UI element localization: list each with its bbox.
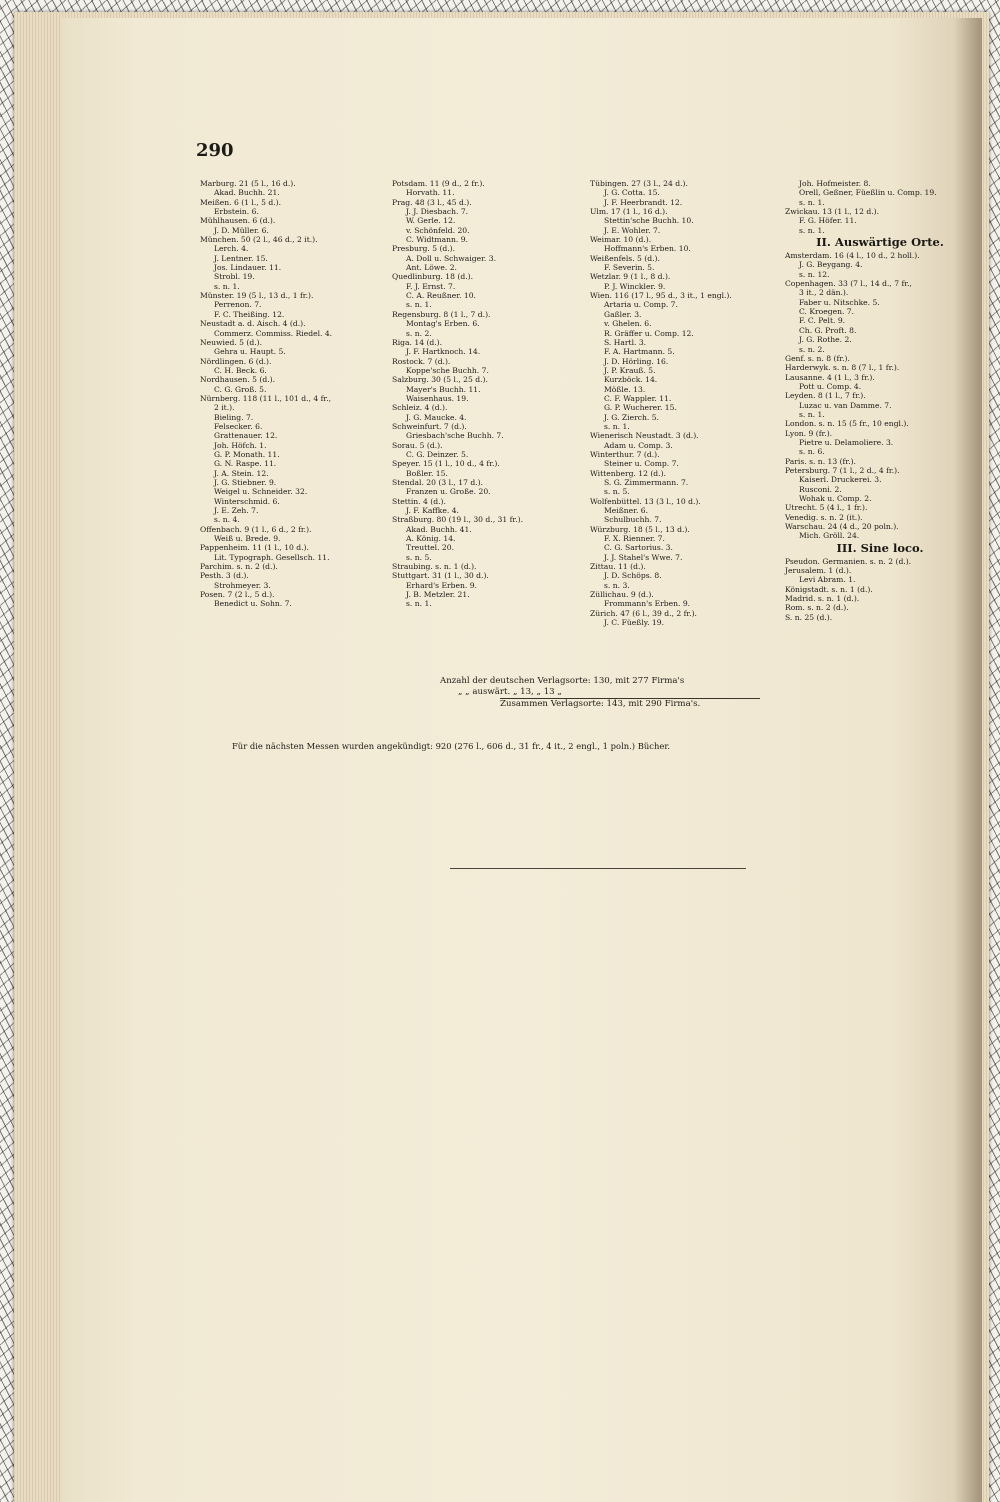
publisher-entry: Commerz. Commiss. Riedel. 4. <box>214 328 333 338</box>
publisher-entry: J. E. Wohler. 7. <box>604 225 661 235</box>
summary-block <box>440 676 760 711</box>
place-entry: Neustadt a. d. Aisch. 4 (d.). <box>200 319 306 329</box>
publisher-entry: Waisenhaus. 19. <box>406 393 469 403</box>
publisher-entry: Levi Abram. 1. <box>799 575 856 585</box>
place-entry: Wetzlar. 9 (1 l., 8 d.). <box>590 272 671 282</box>
publisher-entry: S. Hartl. 3. <box>604 337 647 347</box>
publisher-entry: s. n. 4. <box>214 515 240 525</box>
publisher-entry: v. Schönfeld. 20. <box>406 225 470 235</box>
publisher-entry: Hoffmann's Erben. 10. <box>604 244 691 254</box>
place-entry: Ulm. 17 (1 l., 16 d.). <box>590 207 668 217</box>
publisher-entry: J. D. Hörling. 16. <box>604 356 669 366</box>
publisher-entry: J. C. Füeßly. 19. <box>604 618 664 628</box>
publisher-entry: Felsecker. 6. <box>214 421 263 431</box>
place-entry: Lyon. 9 (fr.). <box>785 428 833 438</box>
publisher-entry: Kurzböck. 14. <box>604 375 658 385</box>
publisher-entry: Erbstein. 6. <box>214 207 259 217</box>
publisher-entry: Joh. Höfch. 1. <box>214 440 267 450</box>
publisher-entry: Kaiserl. Druckerei. 3. <box>799 475 882 485</box>
place-entry: München. 50 (2 l., 46 d., 2 it.). <box>200 235 318 245</box>
publisher-entry: J. F. Hartknoch. 14. <box>406 347 481 357</box>
publisher-entry: F. G. Höfer. 11. <box>799 216 857 226</box>
publisher-entry: Ant. Löwe. 2. <box>406 263 457 273</box>
place-entry: Pseudon. Germanien. s. n. 2 (d.). <box>785 556 912 566</box>
place-entry: Potsdam. 11 (9 d., 2 fr.). <box>392 179 485 188</box>
publisher-entry: C. G. Deinzer. 5. <box>406 449 469 459</box>
place-entry: Posen. 7 (2 l., 5 d.). <box>200 590 275 600</box>
publisher-entry: Benedict u. Sohn. 7. <box>214 599 292 609</box>
place-entry: Königstadt. s. n. 1 (d.). <box>785 584 873 594</box>
publisher-entry: Steiner u. Comp. 7. <box>604 459 679 469</box>
place-entry: Weißenfels. 5 (d.). <box>590 253 660 263</box>
place-entry: Stendal. 20 (3 l., 17 d.). <box>392 478 483 487</box>
place-entry: Zittau. 11 (d.). <box>590 562 646 572</box>
place-entry: Lausanne. 4 (1 l., 3 fr.). <box>785 372 875 382</box>
publisher-entry: s. n. 12. <box>799 269 830 279</box>
place-entry: Warschau. 24 (4 d., 20 poln.). <box>785 522 899 532</box>
summary-foreign-places: „ „ auswärt. „ 13, „ 13 „ <box>458 687 562 698</box>
publisher-entry: Gehra u. Haupt. 5. <box>214 347 286 357</box>
publisher-entry: Weigel u. Schneider. 32. <box>214 487 308 497</box>
publisher-entry: Boßler. 15. <box>406 468 448 478</box>
publisher-entry: J. G. Stiebner. 9. <box>214 478 277 487</box>
publisher-entry: Akad. Buchh. 41. <box>406 524 472 534</box>
publisher-entry: s. n. 1. <box>406 300 432 310</box>
publisher-entry: s. n. 2. <box>799 344 825 354</box>
place-entry: Wienerisch Neustadt. 3 (d.). <box>590 431 699 441</box>
place-entry: Utrecht. 5 (4 l., 1 fr.). <box>785 503 868 513</box>
place-entry: Prag. 48 (3 l., 45 d.). <box>392 197 472 207</box>
publisher-entry: s. n. 5. <box>604 487 630 497</box>
place-entry: Schweinfurt. 7 (d.). <box>392 421 467 431</box>
publisher-entry: S. G. Zimmermann. 7. <box>604 478 689 487</box>
publisher-entry: J. F. Heerbrandt. 12. <box>604 197 683 207</box>
place-entry: Wolfenbüttel. 13 (3 l., 10 d.). <box>590 496 701 506</box>
place-entry: Straßburg. 80 (19 l., 30 d., 31 fr.). <box>392 515 523 525</box>
publisher-entry: Orell, Geßner, Füeßlin u. Comp. 19. <box>799 188 937 198</box>
publisher-entry: F. X. Rienner. 7. <box>604 534 665 544</box>
place-entry: Mühlhausen. 6 (d.). <box>200 216 276 226</box>
index-column-2 <box>392 179 588 609</box>
publisher-entry: C. Widtmann. 9. <box>406 235 468 245</box>
publisher-entry: J. J. Diesbach. 7. <box>406 207 469 217</box>
section-heading: II. Auswärtige Orte. <box>816 235 944 250</box>
summary-german-places: Anzahl der deutschen Verlagsorte: 130, mit 277 Firma's <box>440 676 685 686</box>
place-entry: Presburg. 5 (d.). <box>392 244 456 254</box>
place-entry: Marburg. 21 (5 l., 16 d.). <box>200 179 296 188</box>
place-entry: Zürich. 47 (6 l., 39 d., 2 fr.). <box>590 608 697 618</box>
publisher-entry: Lerch. 4. <box>214 244 249 254</box>
place-entry: Straubing. s. n. 1 (d.). <box>392 562 477 572</box>
publisher-entry: Perrenon. 7. <box>214 300 262 310</box>
horizontal-rule <box>450 868 746 869</box>
publisher-entry: Lit. Typograph. Gesellsch. 11. <box>214 552 330 562</box>
publisher-entry: J. A. Stein. 12. <box>214 468 269 478</box>
publisher-entry: F. C. Theißing. 12. <box>214 309 285 319</box>
publisher-entry: Jos. Lindauer. 11. <box>214 263 282 273</box>
publisher-entry: Horvath. 11. <box>406 188 455 198</box>
place-entry: Rom. s. n. 2 (d.). <box>785 603 849 613</box>
place-entry: Münster. 19 (5 l., 13 d., 1 fr.). <box>200 291 314 301</box>
place-entry: Copenhagen. 33 (7 l., 14 d., 7 fr., <box>785 279 912 289</box>
publisher-entry: Bieling. 7. <box>214 412 254 422</box>
publisher-entry: Weiß u. Brede. 9. <box>214 534 281 544</box>
publisher-entry: G. P. Monath. 11. <box>214 449 280 459</box>
index-column-3 <box>590 179 780 628</box>
place-entry: S. n. 25 (d.). <box>785 612 833 622</box>
place-entry: Madrid. s. n. 1 (d.). <box>785 594 860 604</box>
place-entry: Petersburg. 7 (1 l., 2 d., 4 fr.). <box>785 465 900 475</box>
publisher-entry: s. n. 1. <box>214 281 240 291</box>
publisher-entry: s. n. 1. <box>799 225 825 235</box>
publisher-entry: J. G. Zierch. 5. <box>604 412 659 422</box>
place-entry: Jerusalem. 1 (d.). <box>785 566 852 576</box>
publisher-entry: Luzac u. van Damme. 7. <box>799 400 892 410</box>
place-entry: Winterthur. 7 (d.). <box>590 449 660 459</box>
publisher-entry: s. n. 2. <box>406 328 432 338</box>
publisher-entry: P. J. Winckler. 9. <box>604 281 666 291</box>
publisher-entry: J. G. Cotta. 15. <box>604 188 660 198</box>
publisher-entry: s. n. 3. <box>604 580 630 590</box>
publisher-entry: F. C. Pelt. 9. <box>799 316 846 326</box>
publisher-entry: J. Lentner. 15. <box>214 253 268 263</box>
publisher-entry: Artaria u. Comp. 7. <box>604 300 678 310</box>
place-entry: Zwickau. 13 (1 l., 12 d.). <box>785 207 879 217</box>
place-entry: Stettin. 4 (d.). <box>392 496 446 506</box>
publisher-entry: A. Doll u. Schwaiger. 3. <box>406 253 496 263</box>
publisher-entry: J. B. Metzler. 21. <box>406 590 470 600</box>
publisher-entry: J. D. Schöps. 8. <box>604 571 662 581</box>
publisher-entry: J. G. Rothe. 2. <box>799 335 852 345</box>
publisher-entry: Meißner. 6. <box>604 506 649 516</box>
publisher-entry: G. N. Raspe. 11. <box>214 459 277 469</box>
publisher-entry: Ch. G. Proft. 8. <box>799 325 857 335</box>
publisher-entry: Grattenauer. 12. <box>214 431 278 441</box>
publisher-entry: F. A. Hartmann. 5. <box>604 347 675 357</box>
place-entry: Speyer. 15 (1 l., 10 d., 4 fr.). <box>392 459 500 469</box>
place-entry: Rostock. 7 (d.). <box>392 356 451 366</box>
publisher-entry: 2 it.). <box>214 403 235 413</box>
place-entry: Genf. s. n. 8 (fr.). <box>785 353 850 363</box>
publisher-entry: F. J. Ernst. 7. <box>406 281 456 291</box>
place-entry: Venedig. s. n. 2 (it.). <box>785 512 863 522</box>
publisher-entry: C. A. Reußner. 10. <box>406 291 476 301</box>
place-entry: Offenbach. 9 (1 l., 6 d., 2 fr.). <box>200 524 312 534</box>
publisher-entry: s. n. 5. <box>406 552 432 562</box>
publisher-entry: J. F. Kaffke. 4. <box>406 506 459 516</box>
publisher-entry: Pott u. Comp. 4. <box>799 381 862 391</box>
place-entry: Weimar. 10 (d.). <box>590 235 652 245</box>
place-entry: Leyden. 8 (1 l., 7 fr.). <box>785 391 866 401</box>
publisher-entry: s. n. 1. <box>604 421 630 431</box>
place-entry: Neuwied. 5 (d.). <box>200 337 262 347</box>
publisher-entry: s. n. 1. <box>406 599 432 609</box>
publisher-entry: Koppe'sche Buchh. 7. <box>406 365 489 375</box>
place-entry: Wien. 116 (17 l., 95 d., 3 it., 1 engl.). <box>590 291 732 301</box>
publisher-entry: G. P. Wucherer. 15. <box>604 403 677 413</box>
publisher-entry: s. n. 1. <box>799 409 825 419</box>
publisher-entry: Frommann's Erben. 9. <box>604 599 691 609</box>
publisher-entry: Franzen u. Große. 20. <box>406 487 491 497</box>
place-entry: Pappenheim. 11 (1 l., 10 d.). <box>200 543 309 553</box>
publisher-entry: Rusconi. 2. <box>799 484 842 494</box>
publisher-entry: Akad. Buchh. 21. <box>214 188 280 198</box>
publisher-entry: C. Kroegen. 7. <box>799 307 855 317</box>
publisher-entry: Faber u. Nitschke. 5. <box>799 297 880 307</box>
place-entry: Züllichau. 9 (d.). <box>590 590 654 600</box>
publisher-entry: Mößle. 13. <box>604 384 646 394</box>
publisher-entry: Strobl. 19. <box>214 272 255 282</box>
publisher-entry: A. König. 14. <box>406 534 456 544</box>
publisher-entry: Wohak u. Comp. 2. <box>799 494 872 503</box>
publisher-entry: Montag's Erben. 6. <box>406 319 480 329</box>
summary-total: Zusammen Verlagsorte: 143, mit 290 Firma's. <box>500 698 760 710</box>
publisher-entry: Joh. Hofmeister. 8. <box>799 179 871 188</box>
place-entry: Quedlinburg. 18 (d.). <box>392 272 473 282</box>
publisher-entry: v. Ghelen. 6. <box>604 319 652 329</box>
publisher-entry: Strohmeyer. 3. <box>214 580 271 590</box>
place-entry: Salzburg. 30 (5 l., 25 d.). <box>392 375 488 385</box>
place-entry: Tübingen. 27 (3 l., 24 d.). <box>590 179 688 188</box>
publisher-entry: Schulbuchh. 7. <box>604 515 662 525</box>
place-entry: Parchim. s. n. 2 (d.). <box>200 562 278 572</box>
publisher-entry: J. E. Zeh. 7. <box>214 506 259 516</box>
publisher-entry: C. G. Groß. 5. <box>214 384 267 394</box>
publisher-entry: Gaßler. 3. <box>604 309 642 319</box>
place-entry: Sorau. 5 (d.). <box>392 440 443 450</box>
place-entry: Harderwyk. s. n. 8 (7 l., 1 fr.). <box>785 363 900 373</box>
place-entry: Meißen. 6 (1 l., 5 d.). <box>200 197 282 207</box>
publisher-entry: R. Gräffer u. Comp. 12. <box>604 328 694 338</box>
publisher-entry: C. H. Beck. 6. <box>214 365 267 375</box>
publisher-entry: Pietre u. Delamoliere. 3. <box>799 437 894 447</box>
publisher-entry: J. P. Krauß. 5. <box>604 365 656 375</box>
place-entry: Amsterdam. 16 (4 l., 10 d., 2 holl.). <box>785 251 920 261</box>
publisher-entry: J. J. Stahel's Wwe. 7. <box>604 552 683 562</box>
publisher-entry: C. G. Sartorius. 3. <box>604 543 673 553</box>
publisher-entry: Erhard's Erben. 9. <box>406 580 477 590</box>
place-entry: Wittenberg. 12 (d.). <box>590 468 666 478</box>
place-entry: Schleiz. 4 (d.). <box>392 403 448 413</box>
publisher-entry: s. n. 6. <box>799 447 825 457</box>
place-entry: London. s. n. 15 (5 fr., 10 engl.). <box>785 419 909 429</box>
publisher-entry: Stettin'sche Buchh. 10. <box>604 216 694 226</box>
section-heading: III. Sine loco. <box>836 540 924 555</box>
publisher-entry: J. G. Beygang. 4. <box>799 260 863 270</box>
publisher-entry: F. Severin. 5. <box>604 263 655 273</box>
page-number: 290 <box>196 140 234 161</box>
place-entry: Stuttgart. 31 (1 l., 30 d.). <box>392 571 489 581</box>
place-entry: Regensburg. 8 (1 l., 7 d.). <box>392 309 491 319</box>
publisher-entry: Treuttel. 20. <box>406 543 455 553</box>
publisher-entry: Adam u. Comp. 3. <box>604 440 673 450</box>
publisher-entry: 3 it., 2 dän.). <box>799 288 849 298</box>
publisher-entry: J. D. Müller. 6. <box>214 225 269 235</box>
publisher-entry: C. F. Wappler. 11. <box>604 393 672 403</box>
place-entry: Riga. 14 (d.). <box>392 337 443 347</box>
publisher-entry: J. G. Maucke. 4. <box>406 412 467 422</box>
publisher-entry: W. Gerle. 12. <box>406 216 456 226</box>
publisher-entry: s. n. 1. <box>799 197 825 207</box>
publisher-entry: Winterschmid. 6. <box>214 496 280 506</box>
place-entry: Würzburg. 18 (5 l., 13 d.). <box>590 524 690 534</box>
place-entry: Paris. s. n. 13 (fr.). <box>785 456 856 466</box>
publisher-entry: Mich. Gröll. 24. <box>799 531 860 541</box>
place-entry: Nürnberg. 118 (11 l., 101 d., 4 fr., <box>200 393 332 403</box>
place-entry: Nördlingen. 6 (d.). <box>200 356 272 366</box>
publisher-entry: Griesbach'sche Buchh. 7. <box>406 431 504 441</box>
place-entry: Nordhausen. 5 (d.). <box>200 375 275 385</box>
publisher-entry: Mayer's Buchh. 11. <box>406 384 481 394</box>
footnote: Für die nächsten Messen wurden angekündigt: 920 (276 l., 606 d., 31 fr., 4 it., 2 engl., 1 poln.) Bücher. <box>232 741 671 751</box>
index-column-4 <box>785 179 975 622</box>
place-entry: Pesth. 3 (d.). <box>200 571 249 581</box>
index-column-1 <box>200 179 390 609</box>
